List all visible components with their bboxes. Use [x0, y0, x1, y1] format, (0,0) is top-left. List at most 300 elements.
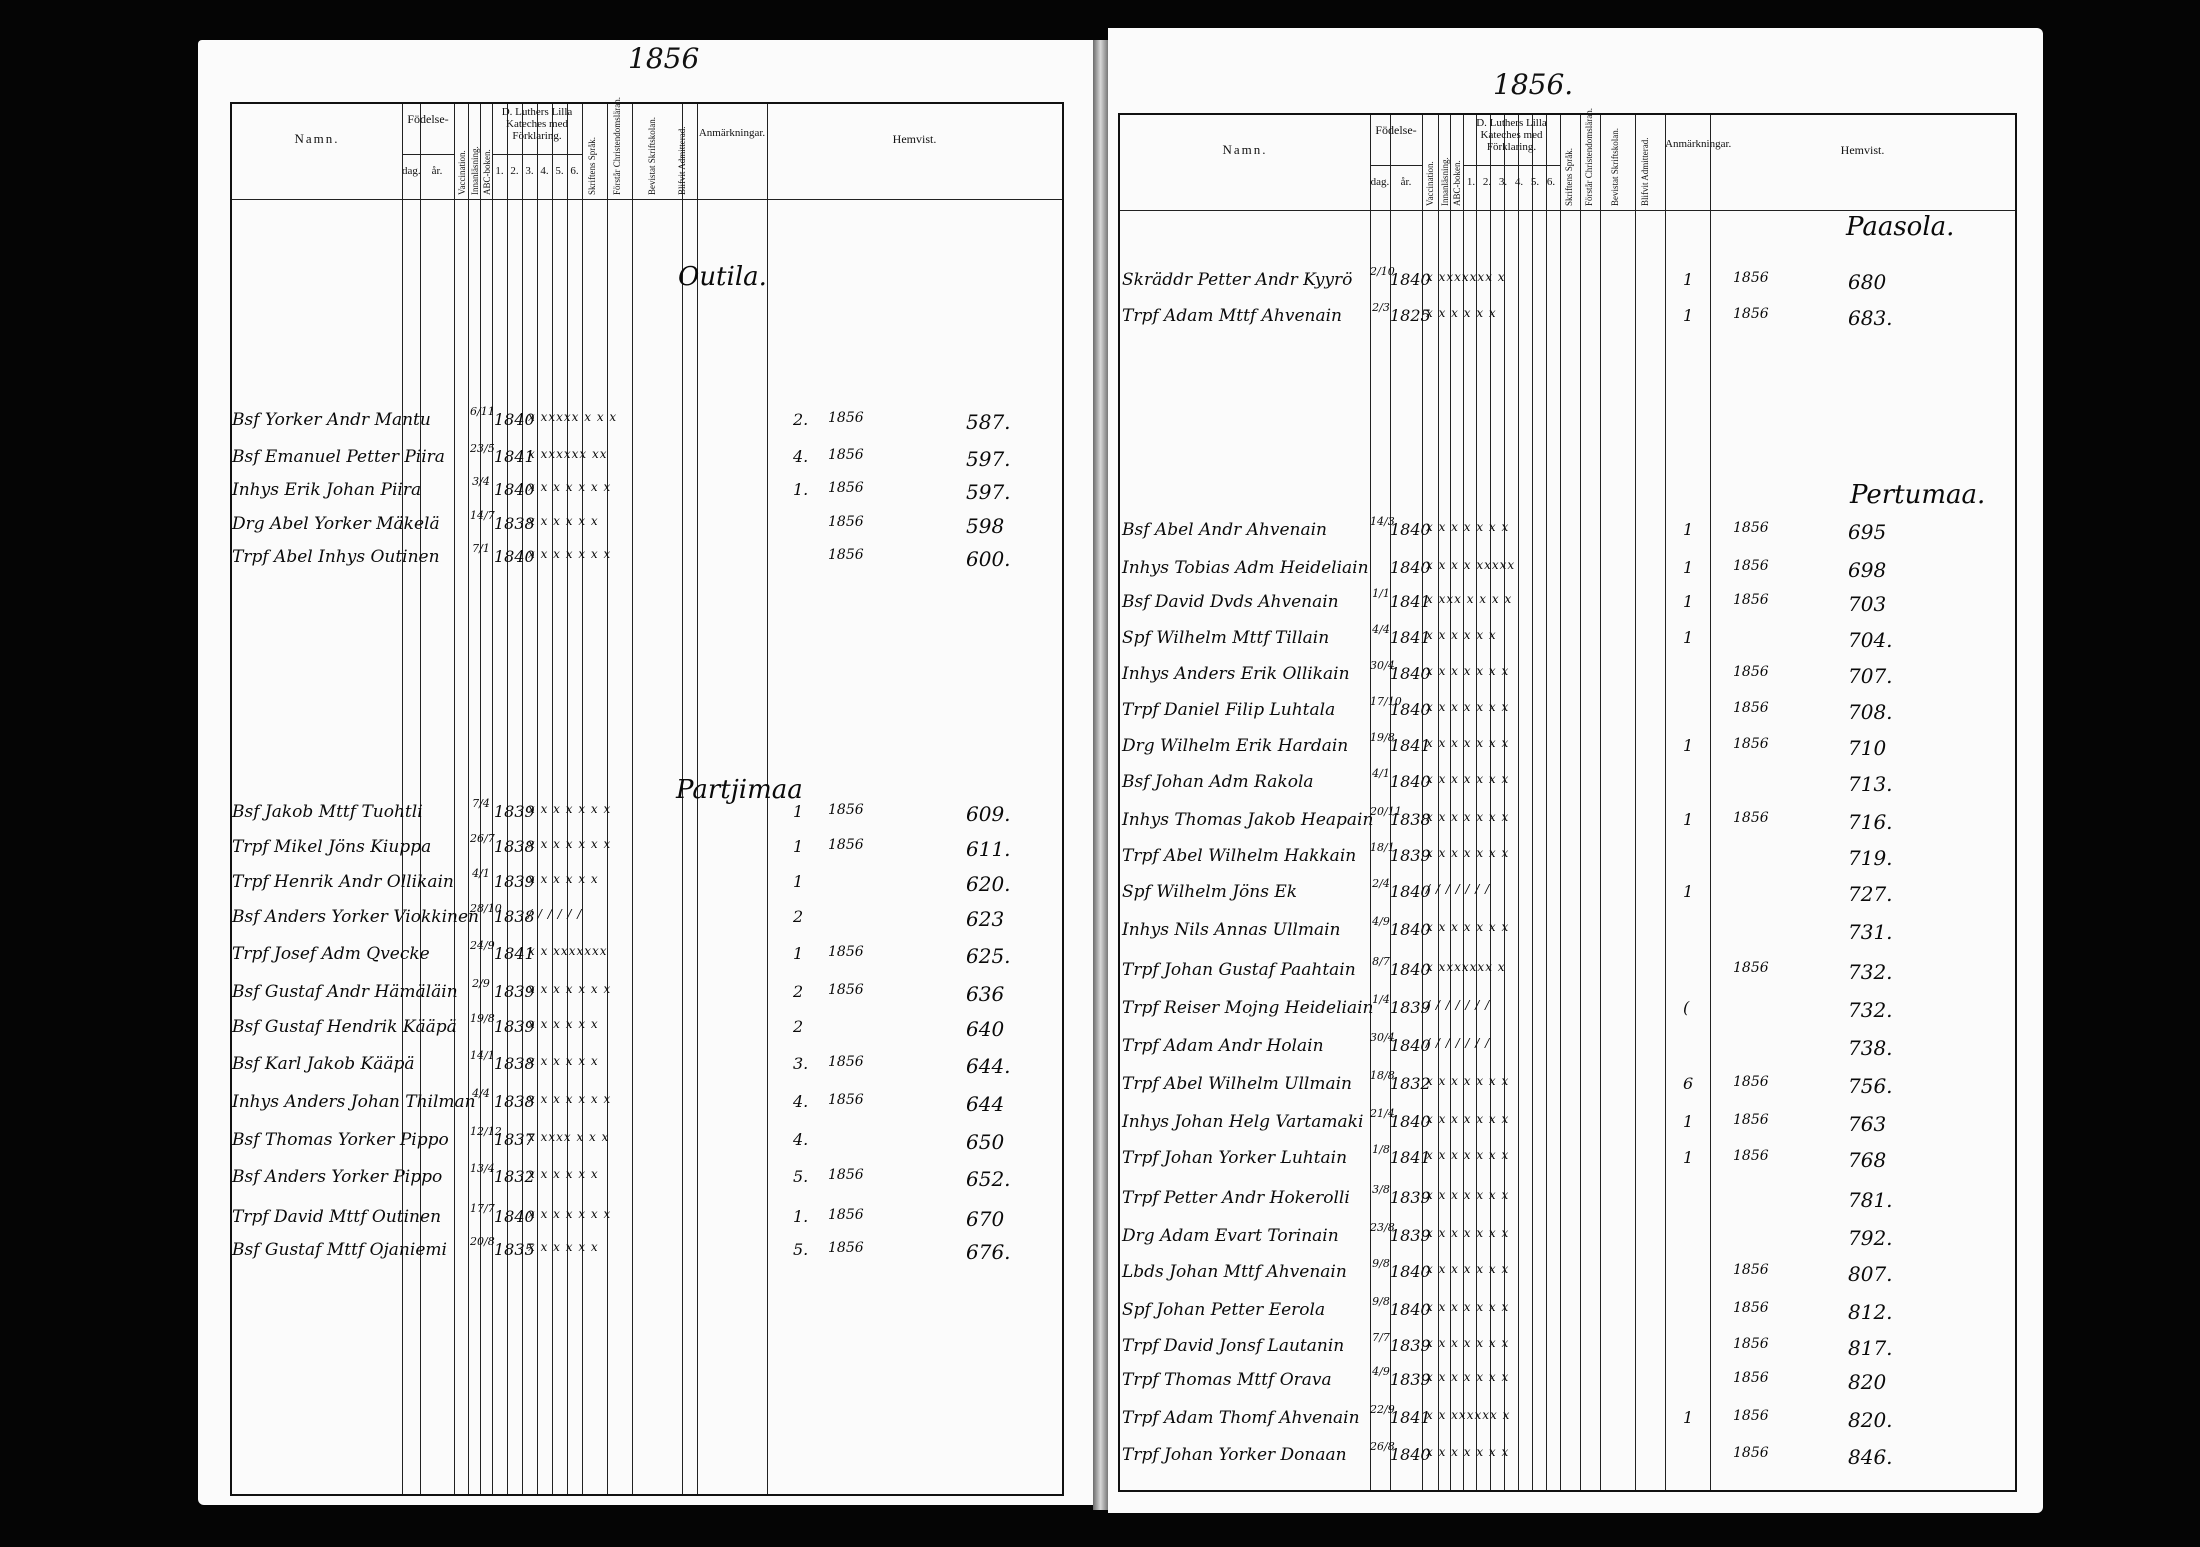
table-row: [1108, 556, 2043, 584]
entry-birth-year: 1840: [1390, 1112, 1431, 1131]
entry-admitted-year: 1856: [1733, 700, 1769, 716]
entry-marks: x x x x x x: [1426, 306, 1497, 320]
entry-hemvist: 698: [1848, 558, 1887, 582]
header-namn: Namn.: [1222, 142, 1268, 157]
entry-birth-day: 4/4: [1372, 623, 1390, 636]
entry-birth-year: 1838: [494, 837, 535, 856]
entry-birth-day: 12/12: [470, 1125, 502, 1138]
entry-birth-day: 6/11: [470, 405, 495, 418]
header-part: 2.: [510, 165, 519, 177]
entry-name: Inhys Tobias Adm Heideliain: [1122, 558, 1369, 578]
entry-birth-day: 19/8: [470, 1012, 495, 1025]
header-forstar: Förstår Christendomsläran.: [1584, 108, 1594, 206]
header-abc: ABC-boken.: [1452, 160, 1462, 206]
entry-name: Inhys Anders Johan Thilman: [232, 1092, 476, 1112]
entry-name: Inhys Anders Erik Ollikain: [1122, 664, 1350, 684]
entry-skriftskola: 1.: [793, 1207, 809, 1226]
entry-admitted-year: 1856: [1733, 810, 1769, 826]
column-rule: [492, 104, 493, 1494]
entry-hemvist: 738.: [1848, 1036, 1893, 1060]
entry-skriftskola: 2.: [793, 410, 809, 429]
entry-birth-year: 1839: [494, 1017, 535, 1036]
entry-skriftskola: 1: [793, 872, 804, 891]
entry-admitted-year: 1856: [1733, 1300, 1769, 1316]
table-row: [198, 1012, 1093, 1043]
entry-name: Trpf Adam Thomf Ahvenain: [1122, 1408, 1360, 1428]
entry-birth-day: 4/1: [1372, 767, 1390, 780]
entry-skriftskola: 1: [1683, 592, 1694, 611]
header-vaccination: Vaccination.: [457, 150, 467, 195]
table-row: [198, 1049, 1093, 1080]
header-abc: ABC-boken.: [482, 149, 492, 195]
entry-admitted-year: 1856: [1733, 592, 1769, 608]
entry-name: Inhys Thomas Jakob Heapain: [1122, 810, 1374, 830]
entry-hemvist: 620.: [966, 872, 1011, 896]
entry-birth-day: 13/4: [470, 1162, 495, 1175]
column-rule: [582, 104, 583, 1494]
entry-name: Bsf Anders Yorker Viokkinen: [232, 907, 479, 927]
page-year: 1856.: [1493, 68, 1574, 101]
header-part: 1.: [1466, 176, 1476, 188]
entry-marks: x x x x x x x: [528, 1207, 612, 1221]
entry-marks: x x x x x x x: [1426, 772, 1510, 786]
entry-birth-year: 1835: [494, 1240, 535, 1259]
column-rule: [402, 104, 403, 1494]
table-row: [1108, 1221, 2043, 1252]
entry-hemvist: 625.: [966, 944, 1011, 968]
left-page: [198, 40, 1093, 1505]
entry-birth-day: 18/8: [1370, 1069, 1395, 1082]
entry-birth-year: 1840: [494, 547, 535, 566]
entry-birth-year: 1840: [1390, 558, 1431, 577]
entry-birth-day: 14/1: [470, 1049, 495, 1062]
entry-hemvist: 727.: [1848, 882, 1893, 906]
right-page: [1108, 28, 2043, 1513]
entry-hemvist: 812.: [1848, 1300, 1893, 1324]
table-row: [1108, 301, 2043, 332]
entry-marks: x x x x x x x: [1426, 1226, 1510, 1240]
entry-birth-year: 1840: [1390, 882, 1431, 901]
entry-birth-year: 1838: [494, 907, 535, 926]
header-part: 4.: [540, 165, 549, 177]
entry-hemvist: 670: [966, 1207, 1005, 1231]
table-row: [1108, 767, 2043, 798]
entry-hemvist: 695: [1848, 520, 1887, 544]
entry-skriftskola: 1: [1683, 1408, 1694, 1427]
header-bliftit: Blifvit Admitterad.: [677, 126, 687, 195]
entry-name: Drg Adam Evart Torinain: [1122, 1226, 1339, 1246]
column-rule: [552, 104, 553, 1494]
entry-birth-day: 2/3: [1372, 301, 1390, 314]
column-rule: [507, 104, 508, 1494]
entry-birth-day: 14/3: [1370, 515, 1395, 528]
entry-name: Inhys Erik Johan Piira: [232, 480, 422, 500]
entry-marks: x x x x x x x: [528, 1092, 612, 1106]
header-luther: D. Luthers Lilla Kateches med Förklaring.: [501, 106, 573, 142]
entry-marks: x xxxxxxx x: [1426, 960, 1506, 974]
entry-birth-year: 1832: [494, 1167, 535, 1186]
entry-birth-day: 23/8: [1370, 1221, 1395, 1234]
entry-name: Trpf Henrik Andr Ollikain: [232, 872, 454, 892]
header-fodelse: Födelse-: [1375, 123, 1417, 137]
entry-birth-year: 1839: [1390, 1188, 1431, 1207]
entry-name: Drg Wilhelm Erik Hardain: [1122, 736, 1349, 756]
entry-admitted-year: 1856: [828, 1167, 864, 1183]
table-row: [1108, 1440, 2043, 1471]
entry-marks: x x x x x x x: [1426, 810, 1510, 824]
entry-marks: x x x x x x x: [1426, 1336, 1510, 1350]
table-row: [1108, 841, 2043, 872]
entry-birth-day: 26/8: [1370, 1440, 1395, 1453]
entry-name: Spf Wilhelm Mttf Tillain: [1122, 628, 1330, 648]
entry-skriftskola: 1: [1683, 882, 1694, 901]
entry-marks: x xxx x x x x: [1426, 592, 1513, 606]
header-innanlasning: Innanläsning.: [1440, 157, 1450, 206]
entry-admitted-year: 1856: [828, 1092, 864, 1108]
entry-hemvist: 846.: [1848, 1445, 1893, 1469]
table-row: [1108, 731, 2043, 762]
entry-name: Trpf Adam Mttf Ahvenain: [1122, 306, 1342, 326]
entry-hemvist: 598: [966, 514, 1005, 538]
entry-birth-year: 1840: [1390, 520, 1431, 539]
page-year: 1856: [628, 42, 700, 75]
table-row: [198, 1125, 1093, 1156]
header-subrule: [1463, 165, 1560, 166]
entry-name: Trpf Petter Andr Hokerolli: [1122, 1188, 1350, 1208]
entry-birth-day: 4/9: [1372, 915, 1390, 928]
entry-skriftskola: 1: [1683, 810, 1694, 829]
entry-birth-day: 20/8: [470, 1235, 495, 1248]
entry-birth-day: 14/7: [470, 509, 495, 522]
entry-admitted-year: 1856: [828, 1054, 864, 1070]
table-row: [198, 405, 1093, 436]
table-row: [1108, 659, 2043, 690]
table-row: [198, 542, 1093, 573]
entry-skriftskola: 5.: [793, 1167, 809, 1186]
table-row: [1108, 1183, 2043, 1214]
entry-birth-year: 1838: [494, 1054, 535, 1073]
entry-marks: x x x x x x: [1426, 628, 1497, 642]
header-luther: D. Luthers Lilla Kateches med Förklaring.: [1476, 117, 1547, 153]
entry-name: Bsf Yorker Andr Mantu: [232, 410, 431, 430]
entry-admitted-year: 1856: [1733, 1445, 1769, 1461]
entry-skriftskola: 1: [1683, 270, 1694, 289]
entry-birth-year: 1839: [1390, 846, 1431, 865]
entry-hemvist: 781.: [1848, 1188, 1893, 1212]
entry-hemvist: 636: [966, 982, 1005, 1006]
entry-birth-day: 1/8: [1372, 1143, 1390, 1156]
entry-birth-year: 1839: [494, 982, 535, 1001]
header-part: 4.: [1514, 176, 1524, 188]
table-row: [198, 977, 1093, 1008]
entry-birth-year: 1841: [1390, 1148, 1431, 1167]
entry-birth-year: 1840: [1390, 270, 1431, 289]
entry-hemvist: 676.: [966, 1240, 1011, 1264]
table-row: [1108, 1257, 2043, 1288]
entry-name: Bsf Thomas Yorker Pippo: [232, 1130, 449, 1150]
entry-skriftskola: 3.: [793, 1054, 809, 1073]
entry-birth-day: 17/10: [1370, 695, 1402, 708]
header-part: 6.: [1546, 176, 1556, 188]
column-rule: [537, 104, 538, 1494]
entry-name: Trpf Abel Inhys Outinen: [232, 547, 440, 567]
header-part: 2.: [1482, 176, 1492, 188]
entry-birth-year: 1840: [1390, 1445, 1431, 1464]
entry-birth-day: 2/4: [1372, 877, 1390, 890]
entry-marks: x x x x x x x: [1426, 846, 1510, 860]
table-row: [1108, 993, 2043, 1024]
entry-birth-year: 1841: [494, 944, 535, 963]
header-namn: Namn.: [294, 131, 340, 146]
header-dag: dag.: [1370, 176, 1390, 188]
table-row: [198, 442, 1093, 473]
entry-birth-year: 1840: [494, 480, 535, 499]
entry-birth-day: 7/4: [472, 797, 490, 810]
entry-hemvist: 807.: [1848, 1262, 1893, 1286]
table-row: [1108, 1107, 2043, 1138]
entry-skriftskola: 1: [793, 837, 804, 856]
entry-birth-day: 2/10: [1370, 265, 1395, 278]
entry-hemvist: 703: [1848, 592, 1887, 616]
entry-birth-day: 9/8: [1372, 1295, 1390, 1308]
entry-name: Spf Johan Petter Eerola: [1122, 1300, 1326, 1320]
entry-birth-year: 1832: [1390, 1074, 1431, 1093]
header-bliftit: Blifvit Admitterad.: [1640, 137, 1650, 206]
table-row: [1108, 877, 2043, 908]
village-heading: Pertumaa.: [1850, 480, 1986, 510]
entry-name: Skräddr Petter Andr Kyyrö: [1122, 270, 1353, 290]
header-hemvist: Hemvist.: [1840, 143, 1885, 157]
header-subrule: [402, 154, 454, 155]
entry-name: Inhys Nils Annas Ullmain: [1122, 920, 1341, 940]
entry-admitted-year: 1856: [1733, 736, 1769, 752]
entry-marks: x x xxxxxx x: [1426, 1408, 1511, 1422]
header-dag: dag.: [402, 165, 421, 177]
entry-name: Trpf Josef Adm Qvecke: [232, 944, 430, 964]
table-row: [1108, 1295, 2043, 1326]
entry-birth-day: 7/7: [1372, 1331, 1390, 1344]
entry-hemvist: 650: [966, 1130, 1005, 1154]
entry-marks: x x x x x x: [528, 1240, 599, 1254]
header-part: 5.: [1530, 176, 1540, 188]
table-row: [198, 509, 1093, 540]
entry-skriftskola: 1: [793, 802, 804, 821]
entry-marks: x x xxxxxxx: [528, 944, 608, 958]
entry-birth-year: 1839: [1390, 1336, 1431, 1355]
entry-admitted-year: 1856: [1733, 1336, 1769, 1352]
entry-skriftskola: 4.: [793, 1092, 809, 1111]
entry-birth-day: 7/1: [472, 542, 490, 555]
entry-birth-day: 23/5: [470, 442, 495, 455]
entry-admitted-year: 1856: [828, 837, 864, 853]
header-fodelse: Födelse-: [407, 112, 449, 126]
entry-birth-day: 4/9: [1372, 1365, 1390, 1378]
entry-hemvist: 817.: [1848, 1336, 1893, 1360]
header-part: 5.: [555, 165, 564, 177]
entry-birth-year: 1840: [1390, 664, 1431, 683]
entry-birth-year: 1840: [1390, 1300, 1431, 1319]
column-rule: [632, 104, 633, 1494]
village-heading: Outila.: [678, 262, 767, 292]
entry-marks: x x x x x x x: [528, 480, 612, 494]
entry-name: Trpf Johan Yorker Luhtain: [1122, 1148, 1348, 1168]
entry-hemvist: 644: [966, 1092, 1005, 1116]
entry-birth-year: 1841: [1390, 628, 1431, 647]
header-ar: år.: [431, 165, 443, 177]
entry-marks: x x x x x x x: [1426, 520, 1510, 534]
table-row: [198, 1087, 1093, 1118]
entry-hemvist: 708.: [1848, 700, 1893, 724]
entry-admitted-year: 1856: [828, 982, 864, 998]
village-heading: Partjimaa: [676, 775, 803, 805]
entry-marks: / / / / / /: [528, 907, 583, 921]
entry-hemvist: 600.: [966, 547, 1011, 571]
entry-birth-year: 1840: [1390, 920, 1431, 939]
entry-birth-day: 4/4: [472, 1087, 490, 1100]
entry-hemvist: 768: [1848, 1148, 1887, 1172]
entry-hemvist: 652.: [966, 1167, 1011, 1191]
table-row: [198, 902, 1093, 933]
entry-name: Trpf Adam Andr Holain: [1122, 1036, 1324, 1056]
entry-hemvist: 792.: [1848, 1226, 1893, 1250]
header-innanlasning: Innanläsning.: [470, 146, 480, 195]
entry-birth-day: 3/8: [1372, 1183, 1390, 1196]
entry-name: Bsf Gustaf Mttf Ojaniemi: [232, 1240, 447, 1260]
entry-marks: x x x x x x: [528, 514, 599, 528]
entry-marks: / / / / / / /: [1426, 1036, 1491, 1050]
header-rule: [1120, 210, 2015, 211]
entry-hemvist: 609.: [966, 802, 1011, 826]
entry-birth-day: 19/8: [1370, 731, 1395, 744]
entry-birth-year: 1837: [494, 1130, 535, 1149]
entry-admitted-year: 1856: [828, 410, 864, 426]
table-row: [198, 1162, 1093, 1193]
entry-hemvist: 707.: [1848, 664, 1893, 688]
entry-skriftskola: 5.: [793, 1240, 809, 1259]
entry-marks: x x x x x x x: [1426, 1188, 1510, 1202]
entry-admitted-year: 1856: [1733, 270, 1769, 286]
table-row: [1108, 265, 2043, 296]
entry-hemvist: 732.: [1848, 998, 1893, 1022]
entry-admitted-year: 1856: [828, 1207, 864, 1223]
entry-birth-day: 17/7: [470, 1202, 495, 1215]
entry-birth-year: 1838: [494, 514, 535, 533]
entry-hemvist: 710: [1848, 736, 1887, 760]
entry-name: Spf Wilhelm Jöns Ek: [1122, 882, 1298, 902]
entry-skriftskola: 4.: [793, 1130, 809, 1149]
table-row: [1108, 587, 2043, 618]
entry-name: Trpf David Mttf Outinen: [232, 1207, 442, 1227]
entry-skriftskola: 1: [1683, 628, 1694, 647]
column-rule: [522, 104, 523, 1494]
header-anmark: Anmärkningar.: [698, 127, 766, 139]
entry-admitted-year: 1856: [1733, 664, 1769, 680]
entry-name: Trpf Johan Gustaf Paahtain: [1122, 960, 1356, 980]
entry-skriftskola: 1: [1683, 306, 1694, 325]
table-row: [198, 867, 1093, 898]
entry-name: Bsf Emanuel Petter Piira: [232, 447, 445, 467]
entry-hemvist: 716.: [1848, 810, 1893, 834]
entry-birth-day: 1/4: [1372, 993, 1390, 1006]
entry-marks: / / / / / / /: [1426, 882, 1491, 896]
entry-marks: x x x x x x: [528, 1054, 599, 1068]
entry-admitted-year: 1856: [828, 1240, 864, 1256]
village-heading: Paasola.: [1846, 212, 1955, 242]
entry-marks: x x x x x x x: [528, 802, 612, 816]
entry-hemvist: 713.: [1848, 772, 1893, 796]
entry-hemvist: 732.: [1848, 960, 1893, 984]
entry-admitted-year: 1856: [828, 480, 864, 496]
column-rule: [607, 104, 608, 1494]
table-row: [198, 797, 1093, 828]
entry-hemvist: 820.: [1848, 1408, 1893, 1432]
entry-admitted-year: 1856: [1733, 1148, 1769, 1164]
entry-birth-year: 1840: [1390, 700, 1431, 719]
entry-name: Lbds Johan Mttf Ahvenain: [1122, 1262, 1347, 1282]
header-part: 1.: [495, 165, 504, 177]
entry-birth-year: 1841: [1390, 736, 1431, 755]
entry-name: Trpf Abel Wilhelm Ullmain: [1122, 1074, 1352, 1094]
table-row: [1108, 1331, 2043, 1362]
entry-admitted-year: 1856: [1733, 1370, 1769, 1386]
header-anmark: Anmärkningar.: [1665, 138, 1732, 150]
entry-marks: x x x x x x x: [1426, 1300, 1510, 1314]
entry-name: Trpf Abel Wilhelm Hakkain: [1122, 846, 1357, 866]
entry-hemvist: 611.: [966, 837, 1011, 861]
entry-admitted-year: 1856: [1733, 1112, 1769, 1128]
entry-name: Trpf David Jonsf Lautanin: [1122, 1336, 1345, 1356]
entry-name: Drg Abel Yorker Mäkelä: [232, 514, 440, 534]
entry-skriftskola: (: [1683, 998, 1690, 1017]
entry-name: Bsf Jakob Mttf Tuohtli: [232, 802, 423, 822]
entry-birth-day: 9/8: [1372, 1257, 1390, 1270]
table-row: [1108, 805, 2043, 836]
entry-skriftskola: 1: [1683, 558, 1694, 577]
table-row: [1108, 695, 2043, 726]
entry-hemvist: 731.: [1848, 920, 1893, 944]
entry-admitted-year: 1856: [828, 547, 864, 563]
entry-marks: x x x x x x x: [1426, 1074, 1510, 1088]
table-row: [1108, 915, 2043, 946]
header-part: 3.: [525, 165, 534, 177]
entry-birth-year: 1825: [1390, 306, 1431, 325]
entry-marks: x xxxx x x x: [528, 1130, 610, 1144]
header-part: 6.: [570, 165, 579, 177]
entry-admitted-year: 1856: [1733, 306, 1769, 322]
header-ar: år.: [1400, 176, 1412, 188]
header-part: 3.: [1498, 176, 1508, 188]
header-skrift: Skriftens Språk.: [1564, 148, 1574, 206]
entry-marks: x x x x xxxxx: [1426, 558, 1516, 572]
entry-marks: x x x x x x x: [1426, 1148, 1510, 1162]
entry-hemvist: 680: [1848, 270, 1887, 294]
entry-birth-year: 1841: [1390, 592, 1431, 611]
entry-admitted-year: 1856: [1733, 1408, 1769, 1424]
entry-marks: x x x x x x x: [528, 982, 612, 996]
entry-marks: x x x x x x x: [1426, 920, 1510, 934]
entry-name: Trpf Thomas Mttf Orava: [1122, 1370, 1332, 1390]
table-row: [198, 475, 1093, 506]
entry-marks: x x x x x x x: [1426, 1262, 1510, 1276]
entry-admitted-year: 1856: [828, 944, 864, 960]
book-fold: [1093, 40, 1108, 1510]
entry-admitted-year: 1856: [1733, 558, 1769, 574]
entry-marks: x x x x x x: [528, 1017, 599, 1031]
entry-hemvist: 640: [966, 1017, 1005, 1041]
entry-marks: x xxxxxx xx: [528, 447, 608, 461]
entry-name: Bsf Gustaf Andr Hämäläin: [232, 982, 458, 1002]
table-row: [1108, 623, 2043, 654]
